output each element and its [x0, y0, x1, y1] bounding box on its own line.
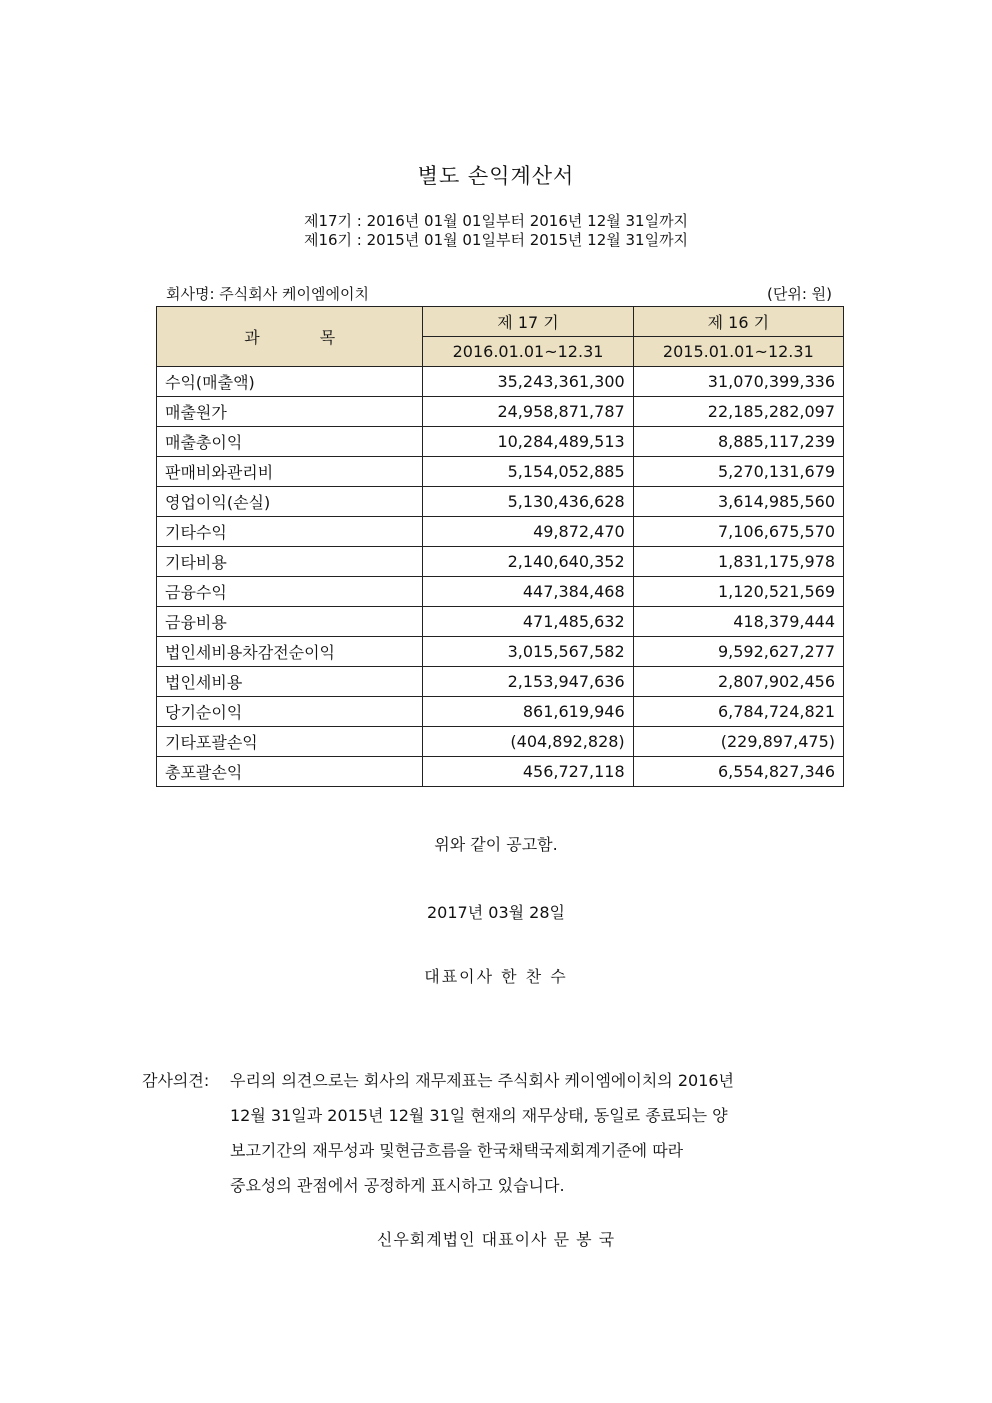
table-row: [157, 637, 844, 667]
row-value-16: 7,106,675,570: [633, 517, 843, 547]
row-item: 영업이익(손실): [157, 487, 423, 517]
row-value-16: 22,185,282,097: [633, 397, 843, 427]
table-row: [157, 427, 844, 457]
row-value-16: 5,270,131,679: [633, 457, 843, 487]
item-column-header: [157, 307, 423, 367]
table-body: [157, 367, 844, 787]
row-value-16: 9,592,627,277: [633, 637, 843, 667]
row-value-17: 471,485,632: [423, 607, 633, 637]
row-item: 법인세비용: [157, 667, 423, 697]
opinion-line: 보고기간의 재무성과 및현금흐름을 한국채택국제회계기준에 따라: [230, 1141, 684, 1160]
row-value-16: 2,807,902,456: [633, 667, 843, 697]
row-item: 총포괄손익: [157, 757, 423, 787]
company-name: 회사명: 주식회사 케이엠에이치: [166, 285, 369, 303]
announcement-statement: 위와 같이 공고함.: [434, 835, 558, 854]
row-value-17: 3,015,567,582: [423, 637, 633, 667]
audit-opinion-body: [230, 1063, 852, 1203]
table-row: [157, 727, 844, 757]
row-item: 매출총이익: [157, 427, 423, 457]
opinion-line: 우리의 의견으로는 회사의 재무제표는 주식회사 케이엠에이치의 2016년: [230, 1071, 735, 1090]
period-16-header: 제 16 기: [633, 307, 843, 337]
announcement-date: 2017년 03월 28일: [427, 903, 565, 922]
document-title: 별도 손익계산서: [417, 164, 575, 188]
opinion-line: 중요성의 관점에서 공정하게 표시하고 있습니다.: [230, 1176, 565, 1195]
opinion-line: 12월 31일과 2015년 12월 31일 현재의 재무상태, 동일로 종료되는 양: [230, 1106, 728, 1125]
table-row: [157, 607, 844, 637]
unit-label: (단위: 원): [767, 285, 832, 303]
row-value-17: (404,892,828): [423, 727, 633, 757]
item-header-b: 목: [319, 328, 336, 347]
row-item: 기타비용: [157, 547, 423, 577]
ceo-signature: 대표이사 한 찬 수: [424, 967, 568, 986]
table-row: [157, 487, 844, 517]
row-item: 법인세비용차감전순이익: [157, 637, 423, 667]
row-value-17: 861,619,946: [423, 697, 633, 727]
fiscal-periods: [0, 212, 992, 250]
item-header-a: 과: [244, 328, 260, 347]
row-value-17: 5,154,052,885: [423, 457, 633, 487]
row-value-16: 6,554,827,346: [633, 757, 843, 787]
audit-opinion: [142, 1063, 852, 1203]
row-value-17: 456,727,118: [423, 757, 633, 787]
row-value-16: 1,831,175,978: [633, 547, 843, 577]
row-item: 매출원가: [157, 397, 423, 427]
table-row: [157, 367, 844, 397]
row-value-17: 35,243,361,300: [423, 367, 633, 397]
row-value-17: 2,153,947,636: [423, 667, 633, 697]
row-item: 기타포괄손익: [157, 727, 423, 757]
row-value-17: 5,130,436,628: [423, 487, 633, 517]
row-item: 수익(매출액): [157, 367, 423, 397]
period-16: 제16기 : 2015년 01월 01일부터 2015년 12월 31일까지: [303, 231, 689, 249]
row-value-16: 418,379,444: [633, 607, 843, 637]
table-row: [157, 577, 844, 607]
range-16-header: 2015.01.01~12.31: [633, 337, 843, 367]
row-value-16: 3,614,985,560: [633, 487, 843, 517]
period-17: 제17기 : 2016년 01월 01일부터 2016년 12월 31일까지: [303, 212, 689, 230]
row-value-16: 8,885,117,239: [633, 427, 843, 457]
table-row: [157, 757, 844, 787]
period-17-header: 제 17 기: [423, 307, 633, 337]
row-value-16: 1,120,521,569: [633, 577, 843, 607]
row-value-16: 6,784,724,821: [633, 697, 843, 727]
row-item: 당기순이익: [157, 697, 423, 727]
table-row: [157, 457, 844, 487]
range-17-header: 2016.01.01~12.31: [423, 337, 633, 367]
row-value-17: 24,958,871,787: [423, 397, 633, 427]
table-row: [157, 397, 844, 427]
audit-opinion-label: 감사의견:: [142, 1071, 210, 1090]
row-value-17: 49,872,470: [423, 517, 633, 547]
row-value-16: 31,070,399,336: [633, 367, 843, 397]
table-row: [157, 547, 844, 577]
table-row: [157, 667, 844, 697]
row-value-16: (229,897,475): [633, 727, 843, 757]
auditor-signature: 신우회계법인 대표이사 문 봉 국: [376, 1230, 616, 1249]
row-item: 판매비와관리비: [157, 457, 423, 487]
row-item: 금융비용: [157, 607, 423, 637]
row-item: 기타수익: [157, 517, 423, 547]
row-value-17: 10,284,489,513: [423, 427, 633, 457]
row-value-17: 2,140,640,352: [423, 547, 633, 577]
income-statement-table: [156, 306, 844, 787]
row-value-17: 447,384,468: [423, 577, 633, 607]
header-row: [157, 307, 844, 337]
row-item: 금융수익: [157, 577, 423, 607]
table-row: [157, 517, 844, 547]
table-row: [157, 697, 844, 727]
